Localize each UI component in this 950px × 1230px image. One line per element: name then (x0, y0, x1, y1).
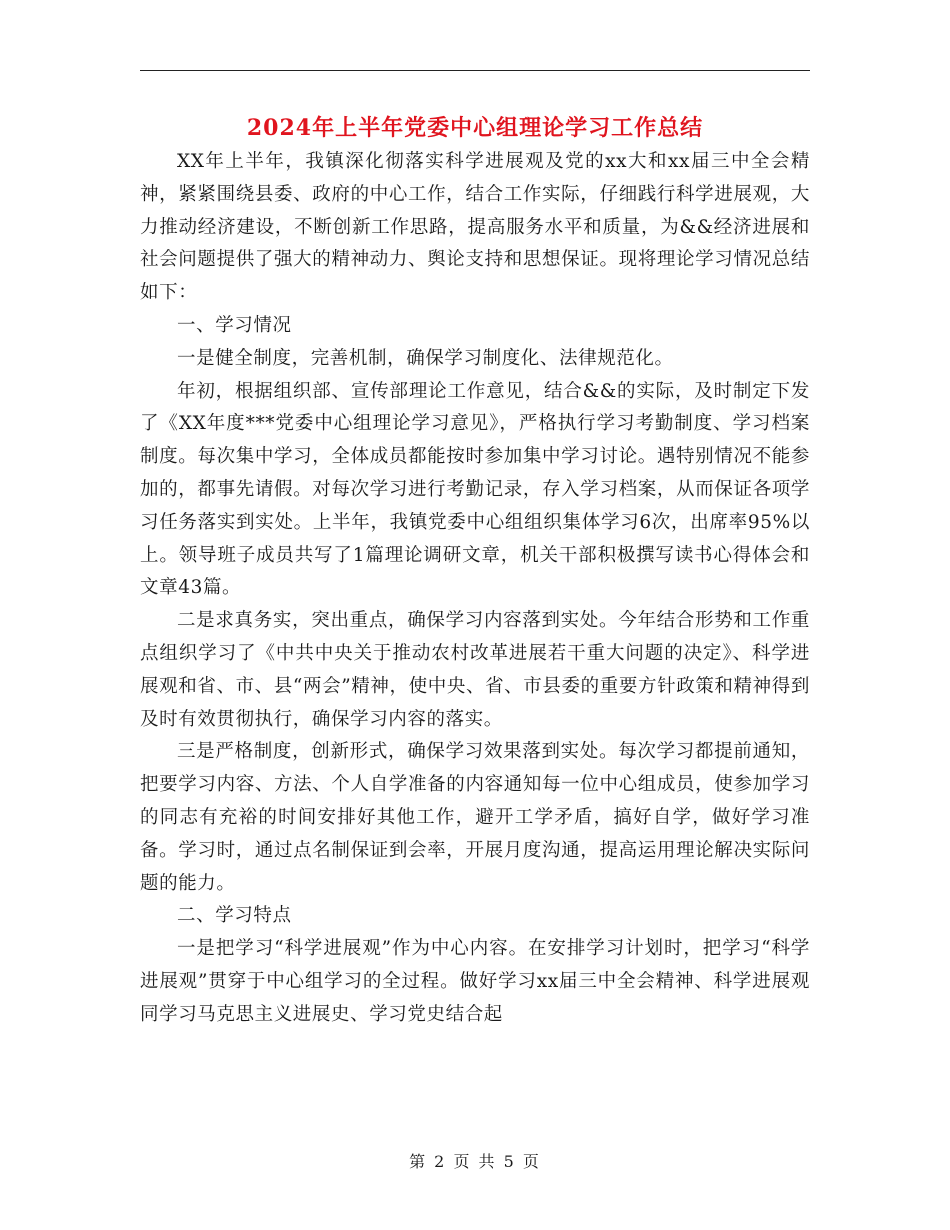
document-body (140, 146, 810, 1032)
paragraph-point-2: 二是求真务实，突出重点，确保学习内容落到实处。今年结合形势和工作重点组织学习了《中共中央关于推动农村改革进展若干重大问题的决定》、科学进展观和省、市、县“两会”精神，使中央、省、市县委的重要方针政策和精神得到及时有效贯彻执行，确保学习内容的落实。 (140, 610, 810, 730)
paragraph-point-1-detail: 年初，根据组织部、宣传部理论工作意见，结合&&的实际，及时制定下发了《XX年度***党委中心组理论学习意见》，严格执行学习考勤制度、学习档案制度。每次集中学习，全体成员都能按时参加集中学习讨论。遇特别情况不能参加的，都事先请假。对每次学习进行考勤记录，存入学习档案，从而保证各项学习任务落实到实处。上半年，我镇党委中心组组织集体学习6次，出席率95%以上。领导班子成员共写了1篇理论调研文章，机关干部积极撰写读书心得体会和文章43篇。 (140, 380, 810, 599)
heading-study-features: 二、学习特点 (177, 905, 292, 927)
document-title: 2024年上半年党委中心组理论学习工作总结 (246, 115, 704, 141)
page-number: 第 2 页 共 5 页 (409, 1152, 541, 1171)
header-rule (140, 70, 810, 71)
heading-study-situation: 一、学习情况 (177, 314, 292, 336)
paragraph-point-3: 三是严格制度，创新形式，确保学习效果落到实处。每次学习都提前通知，把要学习内容、方法、个人自学准备的内容通知每一位中心组成员，使参加学习的同志有充裕的时间安排好其他工作，避开工学矛盾，搞好自学，做好学习准备。学习时，通过点名制保证到会率，开展月度沟通，提高运用理论解决实际问题的能力。 (140, 741, 810, 894)
paragraph-point-1: 一是健全制度，完善机制，确保学习制度化、法律规范化。 (177, 347, 674, 369)
paragraph-intro: XX年上半年，我镇深化彻落实科学进展观及党的xx大和xx届三中全会精神，紧紧围绕县委、政府的中心工作，结合工作实际，仔细践行科学进展观，大力推动经济建设，不断创新工作思路，提高服务水平和质量，为&&经济进展和社会问题提供了强大的精神动力、舆论支持和思想保证。现将理论学习情况总结如下： (140, 151, 810, 304)
paragraph-feature-1: 一是把学习“科学进展观”作为中心内容。在安排学习计划时，把学习“科学进展观”贯穿于中心组学习的全过程。做好学习xx届三中全会精神、科学进展观同学习马克思主义进展史、学习党史结合起 (140, 938, 810, 1025)
